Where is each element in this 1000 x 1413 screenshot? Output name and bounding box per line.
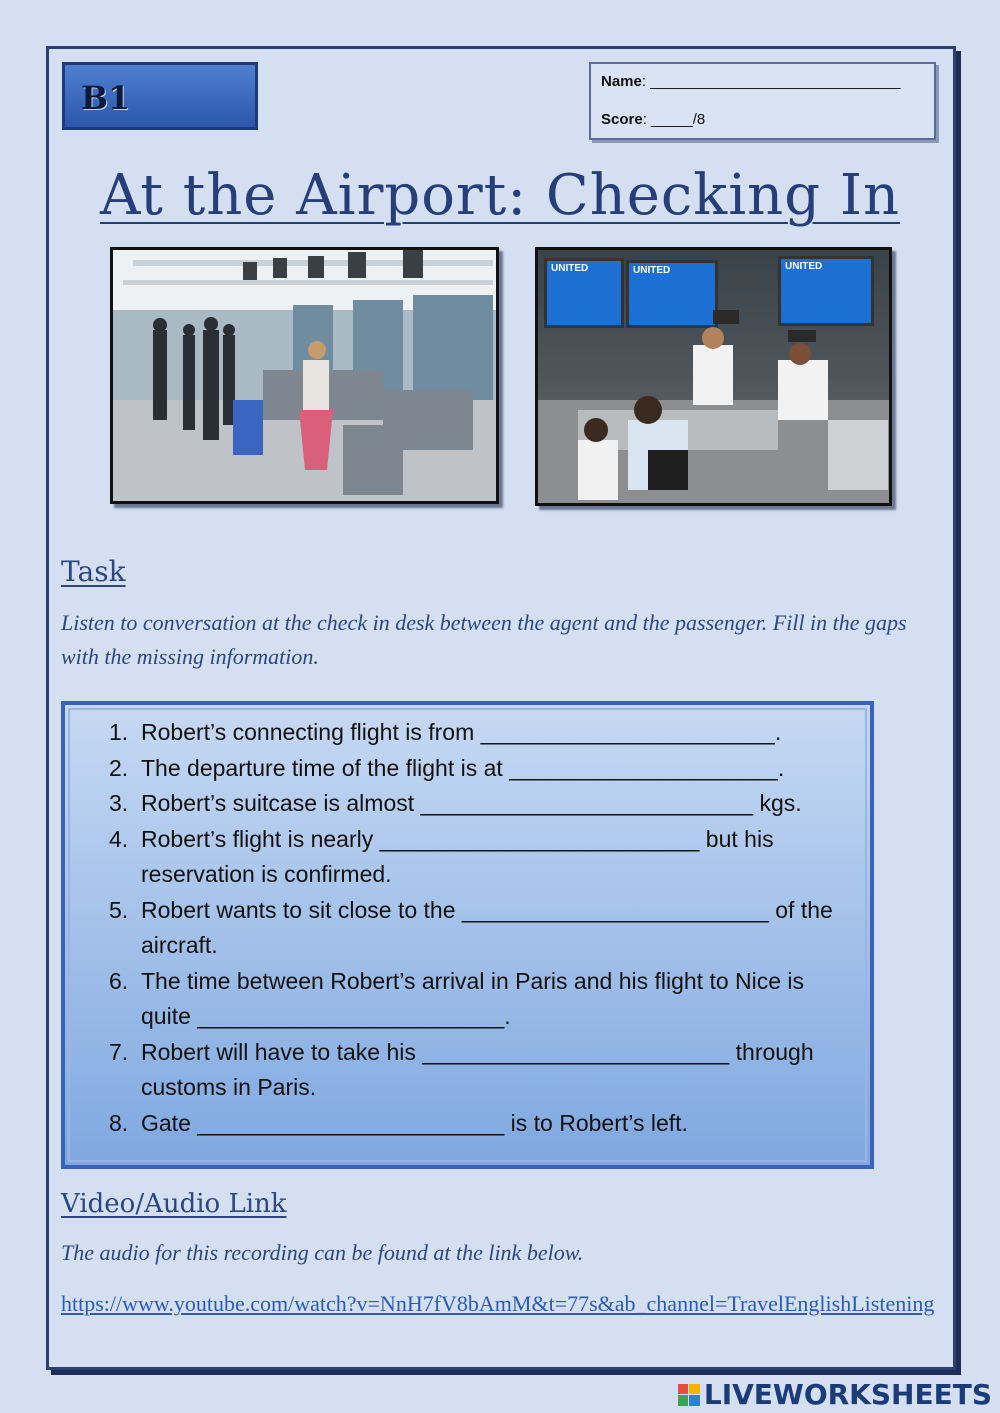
level-text: B1 (81, 79, 131, 117)
score-row[interactable] (601, 111, 705, 128)
question-item[interactable] (109, 715, 849, 751)
question-text: The time between Robert’s arrival in Paris and his flight to Nice is quite ________________________. (141, 967, 805, 1029)
question-text: Robert will have to take his ________________________ through customs in Paris. (141, 1038, 814, 1100)
question-item[interactable] (109, 786, 849, 822)
question-item[interactable] (109, 822, 849, 893)
name-blank: : ______________________________ (641, 73, 901, 90)
question-text: The departure time of the flight is at _____________________. (141, 754, 785, 781)
question-text: Robert’s suitcase is almost __________________________ kgs. (141, 790, 802, 816)
question-text: Robert’s flight is nearly _________________________ but his reservation is confirmed. (141, 825, 774, 887)
question-text: Robert wants to sit close to the ________________________ of the aircraft. (141, 896, 833, 958)
audio-note: The audio for this recording can be found at the link below. (61, 1240, 584, 1265)
question-text: Gate ________________________ is to Robert’s left. (141, 1109, 688, 1136)
task-instructions: Listen to conversation at the check in desk between the agent and the passenger. Fill in the gaps with the missing information. (61, 610, 907, 669)
screen-brand-3: UNITED (785, 261, 823, 272)
question-item[interactable] (109, 893, 849, 964)
question-text: Robert’s connecting flight is from _______________________. (141, 719, 782, 745)
questions-box (61, 701, 874, 1169)
question-number: 7. (109, 1038, 129, 1065)
video-heading: Video/Audio Link (61, 1189, 287, 1219)
question-item[interactable] (109, 1035, 849, 1106)
check-in-hall-photo (110, 247, 499, 504)
question-number: 4. (109, 825, 129, 852)
name-label: Name (601, 73, 642, 90)
liveworksheets-icon (678, 1384, 700, 1406)
question-item[interactable] (109, 751, 849, 787)
page-title: At the Airport: Checking In (99, 163, 901, 228)
question-list (109, 715, 849, 1141)
liveworksheets-logo[interactable] (678, 1378, 992, 1411)
youtube-link[interactable]: https://www.youtube.com/watch?v=NnH7fV8bAmM&t=77s&ab_channel=TravelEnglishListening (61, 1291, 935, 1316)
name-score-box (589, 62, 936, 140)
brand-text: LIVEWORKSHEETS (703, 1378, 992, 1411)
screen-brand-2: UNITED (633, 265, 671, 276)
name-row[interactable] (601, 73, 900, 90)
question-number: 8. (109, 1109, 129, 1136)
question-number: 1. (109, 719, 129, 745)
question-item[interactable] (109, 964, 849, 1035)
task-heading: Task (61, 555, 126, 588)
screen-brand-1: UNITED (551, 263, 589, 274)
question-item[interactable] (109, 1106, 849, 1142)
question-number: 5. (109, 896, 129, 923)
score-blank: : _____/8 (642, 111, 706, 128)
question-number: 2. (109, 754, 129, 781)
level-badge (62, 62, 258, 130)
question-number: 6. (109, 967, 129, 994)
question-number: 3. (109, 790, 129, 816)
score-label: Score (601, 111, 643, 128)
united-counter-photo (535, 247, 892, 506)
